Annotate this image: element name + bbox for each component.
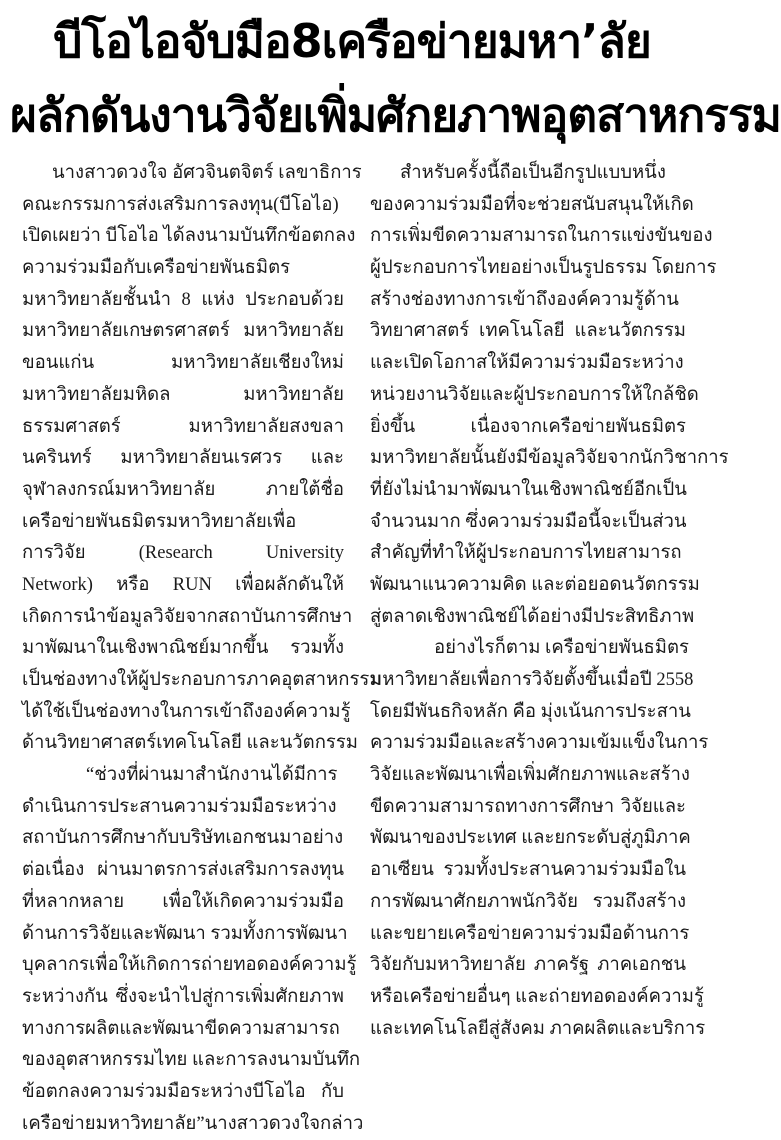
paragraph-line: โดยมีพันธกิจหลัก คือ มุ่งเน้นการประสาน xyxy=(370,701,691,722)
paragraph-line: จุฬาลงกรณ์มหาวิทยาลัย ภายใต้ชื่อ xyxy=(22,479,344,500)
paragraph-line: ที่หลากหลาย เพื่อให้เกิดความร่วมมือ xyxy=(22,891,344,912)
paragraph-line: คณะกรรมการส่งเสริมการลงทุน(บีโอไอ) xyxy=(22,194,339,215)
paragraph-line: มหาวิทยาลัยเพื่อการวิจัยตั้งขึ้นเมื่อปี 2558 xyxy=(370,670,694,690)
paragraph-line: เครือข่ายมหาวิทยาลัย”นางสาวดวงใจกล่าว xyxy=(22,1113,364,1134)
paragraph-line: มหาวิทยาลัยเกษตรศาสตร์ มหาวิทยาลัย xyxy=(22,321,344,342)
paragraph-line: ทางการผลิตและพัฒนาขีดความสามารถ xyxy=(22,1018,340,1039)
paragraph-line: สู่ตลาดเชิงพาณิชย์ได้อย่างมีประสิทธิภาพ xyxy=(370,606,695,627)
paragraph-line: พัฒนาแนวความคิด และต่อยอดนวัตกรรม xyxy=(370,574,700,595)
article-column-left xyxy=(22,158,382,1140)
paragraph-line: ระหว่างกัน ซึ่งจะนำไปสู่การเพิ่มศักยภาพ xyxy=(22,986,344,1007)
paragraph-line: มหาวิทยาลัยชั้นนำ 8 แห่ง ประกอบด้วย xyxy=(22,289,344,310)
paragraph-line: ได้ใช้เป็นช่องทางในการเข้าถึงองค์ความรู้ xyxy=(22,701,351,722)
paragraph-line: การเพิ่มขีดความสามารถในการแข่งขันของ xyxy=(370,226,713,247)
paragraph-line: พัฒนาของประเทศ และยกระดับสู่ภูมิภาค xyxy=(370,828,691,849)
paragraph-line: วิทยาศาสตร์ เทคโนโลยี และนวัตกรรม xyxy=(370,321,686,342)
paragraph-line: ผู้ประกอบการไทยอย่างเป็นรูปธรรม โดยการ xyxy=(370,258,717,279)
article-column-right xyxy=(370,158,729,1045)
paragraph-line: ข้อตกลงความร่วมมือระหว่างบีโอไอ กับ xyxy=(22,1081,344,1102)
paragraph-line: ดำเนินการประสานความร่วมมือระหว่าง xyxy=(22,796,337,817)
paragraph-line: “ช่วงที่ผ่านมาสำนักงานได้มีการ xyxy=(86,765,338,786)
paragraph-line: จำนวนมาก ซึ่งความร่วมมือนี้จะเป็นส่วน xyxy=(370,511,687,532)
paragraph-line: สถาบันการศึกษากับบริษัทเอกชนมาอย่าง xyxy=(22,828,344,849)
paragraph-line: เปิดเผยว่า บีโอไอ ได้ลงนามบันทึกข้อตกลง xyxy=(22,226,356,247)
paragraph-line: บุคลากรเพื่อให้เกิดการถ่ายทอดองค์ความรู้ xyxy=(22,955,357,976)
paragraph-line: และเทคโนโลยีสู่สังคม ภาคผลิตและบริการ xyxy=(370,1018,706,1039)
paragraph-line: การวิจัย (Research University xyxy=(22,543,344,564)
paragraph-line: ด้านการวิจัยและพัฒนา รวมทั้งการพัฒนา xyxy=(22,923,348,944)
paragraph-line: การพัฒนาศักยภาพนักวิจัย รวมถึงสร้าง xyxy=(370,891,686,912)
paragraph-line: Network) หรือ RUN เพื่อผลักดันให้ xyxy=(22,574,344,595)
paragraph-line: ที่ยังไม่นำมาพัฒนาในเชิงพาณิชย์อีกเป็น xyxy=(370,479,687,500)
headline-line-1: บีโอไอจับมือ8เครือข่ายมหา’ลัย xyxy=(53,14,651,68)
paragraph-line: ความร่วมมือและสร้างความเข้มแข็งในการ xyxy=(370,733,709,754)
paragraph-line: สำหรับครั้งนี้ถือเป็นอีกรูปแบบหนึ่ง xyxy=(400,163,666,183)
paragraph-line: สำคัญที่ทำให้ผู้ประกอบการไทยสามารถ xyxy=(370,543,682,564)
paragraph-line: เกิดการนำข้อมูลวิจัยจากสถาบันการศึกษา xyxy=(22,606,353,627)
paragraph-line: และขยายเครือข่ายความร่วมมือด้านการ xyxy=(370,923,690,944)
paragraph-line: ของความร่วมมือที่จะช่วยสนับสนุนให้เกิด xyxy=(370,194,694,215)
paragraph-line: ของอุตสาหกรรมไทย และการลงนามบันทึก xyxy=(22,1050,361,1071)
paragraph-line: นางสาวดวงใจ อัศวจินตจิตร์ เลขาธิการ xyxy=(52,163,362,183)
paragraph-line: ยิ่งขึ้น เนื่องจากเครือข่ายพันธมิตร xyxy=(370,416,686,437)
paragraph-line: เป็นช่องทางให้ผู้ประกอบการภาคอุตสาหกรรม xyxy=(22,670,382,690)
paragraph-line: มหาวิทยาลัยมหิดล มหาวิทยาลัย xyxy=(22,384,344,405)
paragraph-line: ความร่วมมือกับเครือข่ายพันธมิตร xyxy=(22,258,291,279)
paragraph-line: และเปิดโอกาสให้มีความร่วมมือระหว่าง xyxy=(370,353,684,374)
paragraph-line: นครินทร์ มหาวิทยาลัยนเรศวร และ xyxy=(22,448,344,469)
headline-line-2: ผลักดันงานวิจัยเพิ่มศักยภาพอุตสาหกรรม xyxy=(10,88,781,142)
paragraph-line: มหาวิทยาลัยนั้นยังมีข้อมูลวิจัยจากนักวิชาการ xyxy=(370,448,729,469)
paragraph-line: อาเซียน รวมทั้งประสานความร่วมมือใน xyxy=(370,860,686,881)
paragraph-line: วิจัยและพัฒนาเพื่อเพิ่มศักยภาพและสร้าง xyxy=(370,765,690,786)
paragraph-line: ธรรมศาสตร์ มหาวิทยาลัยสงขลา xyxy=(22,416,344,437)
paragraph-line: สร้างช่องทางการเข้าถึงองค์ความรู้ด้าน xyxy=(370,289,679,310)
paragraph-line: อย่างไรก็ตาม เครือข่ายพันธมิตร xyxy=(434,638,689,659)
paragraph-line: ขอนแก่น มหาวิทยาลัยเชียงใหม่ xyxy=(22,353,344,374)
paragraph-line: หรือเครือข่ายอื่นๆ และถ่ายทอดองค์ความรู้ xyxy=(370,986,704,1007)
paragraph-line: วิจัยกับมหาวิทยาลัย ภาครัฐ ภาคเอกชน xyxy=(370,955,686,976)
paragraph-line: เครือข่ายพันธมิตรมหาวิทยาลัยเพื่อ xyxy=(22,511,297,532)
paragraph-line: ด้านวิทยาศาสตร์เทคโนโลยี และนวัตกรรม xyxy=(22,733,358,754)
paragraph-line: มาพัฒนาในเชิงพาณิชย์มากขึ้น รวมทั้ง xyxy=(22,638,344,659)
paragraph-line: หน่วยงานวิจัยและผู้ประกอบการให้ใกล้ชิด xyxy=(370,384,699,405)
paragraph-line: ต่อเนื่อง ผ่านมาตรการส่งเสริมการลงทุน xyxy=(22,860,344,881)
paragraph-line: ขีดความสามารถทางการศึกษา วิจัยและ xyxy=(370,796,686,817)
